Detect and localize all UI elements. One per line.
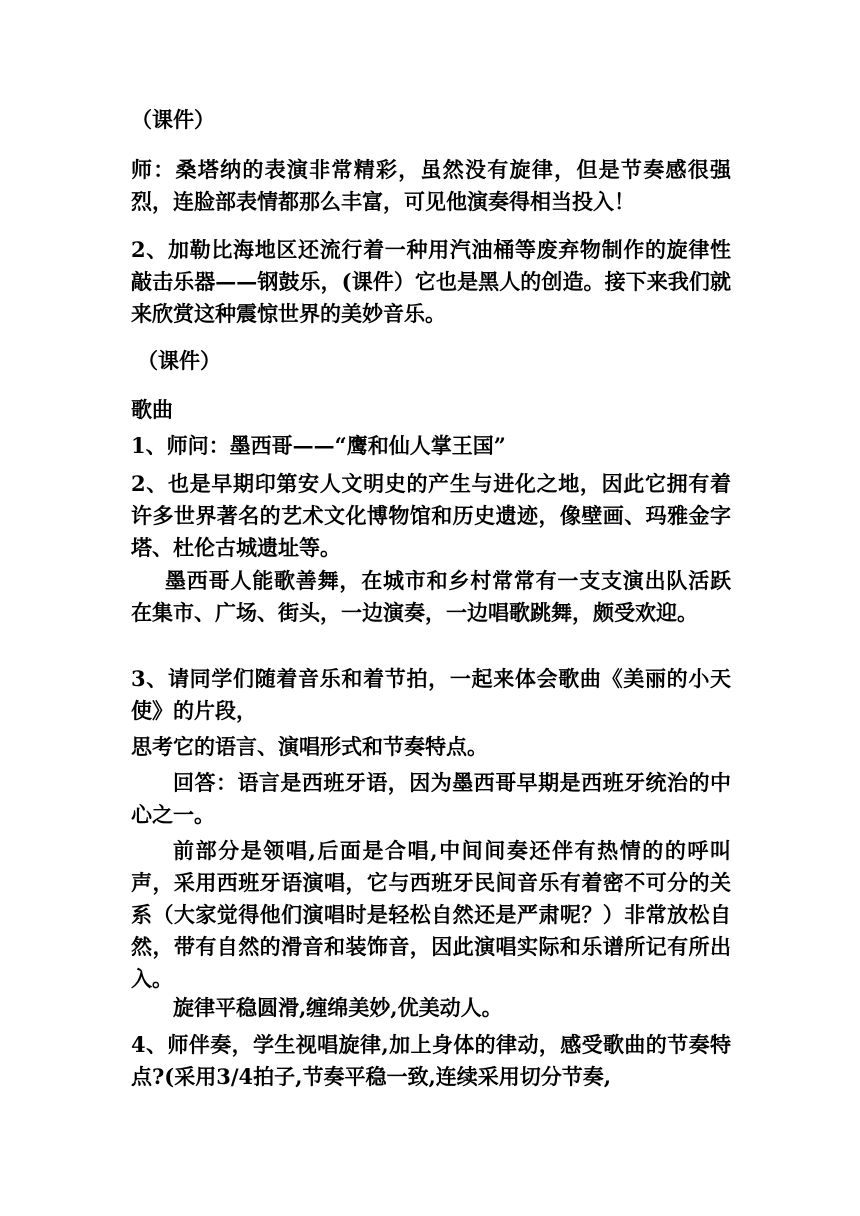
- paragraph-steel-drum: 2、加勒比海地区还流行着一种用汽油桶等废弃物制作的旋律性敲击乐器——钢鼓乐，(课件）它也是黑人的创造。接下来我们就来欣赏这种震惊世界的美妙音乐。: [131, 237, 731, 326]
- paragraph-melody: 旋律平稳圆滑,缠绵美妙,优美动人。: [173, 995, 503, 1020]
- paragraph-courseware-2: （课件）: [137, 348, 221, 373]
- paragraph-mexico-people: 墨西哥人能歌善舞，在城市和乡村常常有一支支演出队活跃在集市、广场、街头，一边演奏，一边唱歌跳舞，颇受欢迎。: [131, 568, 731, 625]
- paragraph-think-question: 思考它的语言、演唱形式和节奏特点。: [131, 734, 488, 759]
- paragraph-accompaniment: 4、师伴奏，学生视唱旋律,加上身体的律动，感受歌曲的节奏特点?(采用3/4拍子,节奏平稳一致,连续采用切分节奏,: [131, 1032, 731, 1089]
- paragraph-mexico-history: 2、也是早期印第安人文明史的产生与进化之地，因此它拥有着许多世界著名的艺术文化博物馆和历史遗迹，像壁画、玛雅金字塔、杜伦古城遗址等。: [131, 471, 731, 560]
- paragraph-answer-language: 回答：语言是西班牙语，因为墨西哥早期是西班牙统治的中心之一。: [131, 770, 731, 827]
- paragraph-answer-form: 前部分是领唱,后面是合唱,中间间奏还伴有热情的的呼叫声，采用西班牙语演唱，它与西班牙民间音乐有着密不可分的关系（大家觉得他们演唱时是轻松自然还是严肃呢？）非常放松自然，带有自然的滑音和装饰音，因此演唱实际和乐谱所记有所出入。: [131, 838, 731, 991]
- paragraph-mexico-question: 1、师问：墨西哥——“鹰和仙人掌王国”: [131, 433, 506, 458]
- paragraph-teacher-comment: 师：桑塔纳的表演非常精彩，虽然没有旋律，但是节奏感很强烈，连脸部表情都那么丰富，可见他演奏得相当投入！: [131, 157, 731, 214]
- paragraph-song-heading: 歌曲: [131, 397, 173, 422]
- paragraph-courseware-1: （课件）: [131, 107, 215, 132]
- paragraph-listen-song: 3、请同学们随着音乐和着节拍，一起来体会歌曲《美丽的小天使》的片段，: [131, 666, 731, 723]
